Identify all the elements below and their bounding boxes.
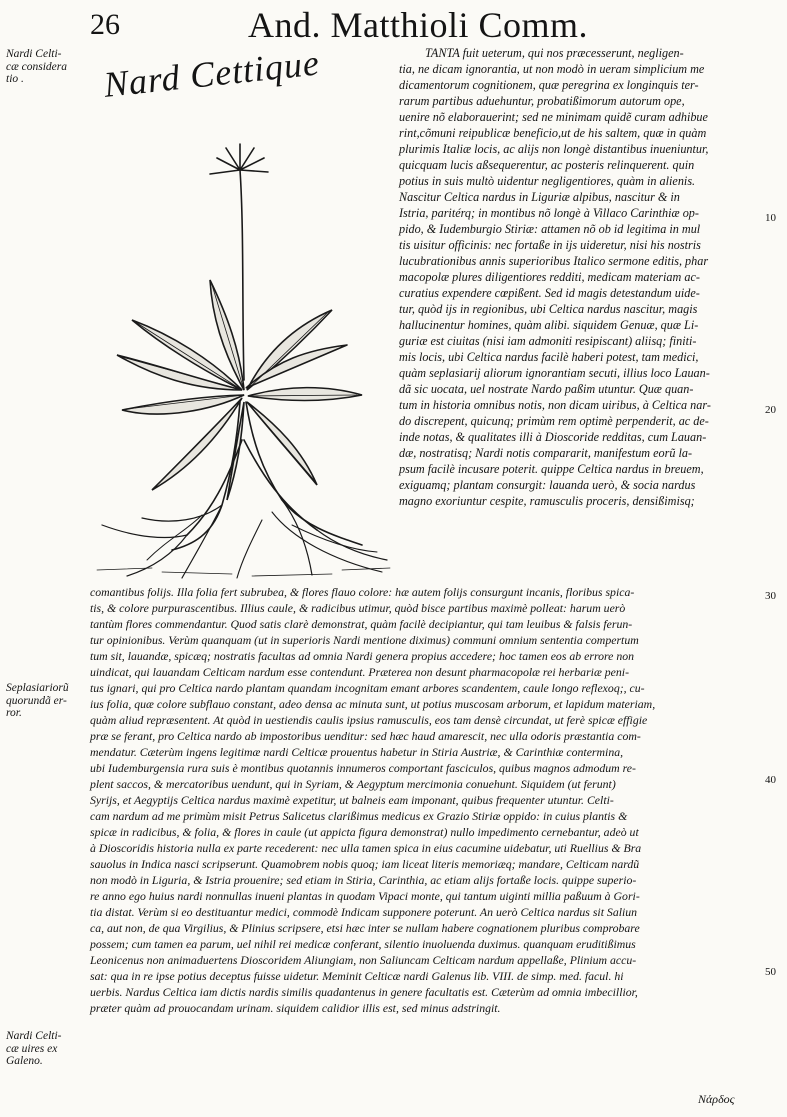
text-line: tus ignari, qui pro Celtica nardo plantam quandam incognitam emant arbores scandentem, caule longo reflexoq;, cu- — [90, 681, 645, 695]
text-line: lucubrationibus annis superioribus Italico sermone editis, phar — [399, 254, 709, 268]
text-line: mendatur. Cæterùm ingens legitimæ nardi Celticæ prouentus habetur in Stiria Austriæ, & Carinthiæ contermina, — [90, 745, 624, 759]
catchword: Νάρδος — [698, 1092, 735, 1106]
text-line: non modò in Liguria, & Istria prouenire; sed etiam in Stiria, Carinthia, ac etiam alijs fortaße locis. quippe superio- — [90, 873, 637, 887]
running-head: And. Matthioli Comm. — [248, 5, 589, 45]
text-line: Istria, paritérq; in montibus nõ longè à Villaco Carinthiæ op- — [399, 206, 699, 220]
handwritten-inscription: Nard Cettique — [101, 42, 322, 105]
text-line: præter quàm ad prouocandam urinam. siquidem calidior illis est, sed minus adstringit. — [90, 1001, 501, 1015]
text-line: tantùm flores commendantur. Quod satis clarè demonstrat, quàm facilè decipiantur, qui tam leuibus & falsis ferun- — [90, 617, 633, 631]
text-line: sat: qua in re ipse potius deceptus fuisse uidetur. Meminit Celticæ nardi Galenus lib. VIII. de simp. med. facul. hi — [90, 969, 624, 983]
nard-plant-woodcut — [92, 140, 392, 580]
text-line: dæ, nostratisq; Nardi notis compararit, manifestum eorũ la- — [399, 446, 693, 460]
text-line: ius folia, quæ colore subflauo constant, adeo densa ac minuta sunt, ut potius muscosam arborum, et lapidum materiam, — [90, 697, 656, 711]
text-line: TANTA fuit ueterum, qui nos præcesserunt, negligen- — [425, 46, 684, 60]
text-line: dicamentorum cognitionem, quæ peregrina ex longinquis ter- — [399, 78, 699, 92]
text-line: potius in suis multò uidentur negligentiores, quàm in alienis. — [399, 174, 696, 188]
text-line: tum in historia omnibus notis, non dicam uiribus, à Celtica nar- — [399, 398, 711, 412]
text-line: mis locis, ubi Celtica nardus facilè haberi potest, tam medici, — [399, 350, 699, 364]
line-number-20: 20 — [765, 404, 776, 416]
text-line: Nascitur Celtica nardus in Liguriæ alpibus, nascitur & in — [399, 190, 680, 204]
text-line: plent saccos, & mercatoribus uendunt, qui in Syriam, & Aegyptum mercimonia conuehunt. Siquidem (ut ferunt) — [90, 777, 616, 791]
text-line: præ se ferant, pro Celtica nardo ab impostoribus uenditur: sed hæc haud amarescit, nec ulla odoris præstantia com- — [90, 729, 641, 743]
line-number-40: 40 — [765, 774, 776, 786]
text-line: rarum partibus aduehuntur, probatißimorum autorum ope, — [399, 94, 685, 108]
text-line: exiguamq; plantam consurgit: lauanda uerò, & socia nardus — [399, 478, 696, 492]
text-line: tur, quòd ijs in regionibus, ubi Celtica nardus nascitur, magis — [399, 302, 698, 316]
text-line: uindicat, qui lauandam Celticam nardum esse contendunt. Præterea non desunt pharmacopolæ rei herbariæ peni- — [90, 665, 629, 679]
sidenote-1: Nardi Celti- cæ considera tio . — [6, 48, 68, 85]
text-line: tis uisitur officinis: nec fortaße in ijs uideretur, nisi his nostris — [399, 238, 701, 252]
line-number-30: 30 — [765, 590, 776, 602]
sidenote-3: Nardi Celti- cæ uires ex Galeno. — [6, 1030, 62, 1067]
text-line: re anno ego huius nardi nonnullas inueni plantas in quodam Vipaci monte, qui tantum uiginti millia paßuum à Gori- — [90, 889, 640, 903]
text-line: tia distat. Verùm si eo destituantur medici, commodè Indicam supponere poterunt. An uerò Celtica nardus sit Saliun — [90, 905, 638, 919]
text-line: do discrepent, quicunq; primùm rem optimè perpenderit, ac de- — [399, 414, 709, 428]
text-line: Leonicenus non animaduertens Dioscoridem Aliungiam, non Saliuncam Celticam nardum appellaße, Plinium accu- — [90, 953, 637, 967]
text-line: uerbis. Nardus Celtica iam dictis nardis similis quadantenus in genere facultatis est. Cæterùm ad omnia imbecillior, — [90, 985, 638, 999]
text-line: quicquam lucis aßsequerentur, ac posteris relinquerent. quin — [399, 158, 695, 172]
text-line: comantibus folijs. Illa folia fert subrubea, & flores flauo colore: hæ autem folijs consurgunt incanis, floribus spica- — [90, 585, 635, 599]
text-line: hallucinentur homines, quàm alibi. siquidem Genuæ, quæ Li- — [399, 318, 699, 332]
text-line: ubi Iudemburgensia rura suis è montibus quotannis innumeros comportant fasciculos, quibus magnos admodum re- — [90, 761, 636, 775]
text-line: quàm seplasiarij aliorum ignorantiam secuti, illius loco Lauan- — [399, 366, 710, 380]
text-line: plurimis Italiæ locis, ac alijs non longè distantibus inueniuntur, — [399, 142, 709, 156]
text-line: cam nardum ad me primùm misit Petrus Salicetus clarißimus medicus ex Grazio Stiriæ oppido: in cuius plantis & — [90, 809, 628, 823]
text-line: pido, & Iudemburgio Stiriæ: attamen nõ ob id legitima in mul — [399, 222, 701, 236]
text-line: rint,cõmuni reipublicæ beneficio,ut de his saltem, quæ in quàm — [399, 126, 707, 140]
text-line: guriæ est ciuitas (nisi iam admoniti resipiscant) aliisq; finiti- — [399, 334, 697, 348]
text-line: spicæ in radicibus, & folia, & flores in caule (ut appicta figura demonstrat) nullo impedimento cernebantur, adeò ut — [90, 825, 639, 839]
text-line: tia, ne dicam ignorantia, ut non modò in ueram simplicium me — [399, 62, 705, 76]
text-line: quàm aliud repræsentent. At quòd in uestiendis caulis ipsius ramusculis, eos tam densè circundat, ut ferè spicæ effigie — [90, 713, 648, 727]
text-line: psum facilè incusare poterit. quippe Celtica nardus in breuem, — [399, 462, 704, 476]
text-line: tum sit, lauandæ, spicæq; nostratis facultas ad omnia Nardi genera propius accedere; hoc tamen eos ab errore non — [90, 649, 635, 663]
page-number: 26 — [90, 8, 120, 41]
text-line: sauolus in Indica nasci scripserunt. Quamobrem nobis quoq; iam liceat literis memoriæq; mandare, Celticam nardũ — [90, 857, 640, 871]
text-line: uenire nõ elaborauerint; sed ne minimam quidẽ curam adhibue — [399, 110, 708, 124]
text-line: à Dioscoridis historia nulla ex parte recederent: nec ulla tamen spica in eius cacumine uidebatur, uti Ruellius & Bra — [90, 841, 642, 855]
text-line: macopolæ plures diligentiores redditi, medicam materiam ac- — [399, 270, 700, 284]
line-number-50: 50 — [765, 966, 776, 978]
sidenote-2: Seplasiariorũ quorundã er- ror. — [6, 682, 69, 719]
text-line: tis, & colore purpurascentibus. Illius caule, & radicibus utimur, quòd bisce partibus maximè polleat: harum uerò — [90, 601, 626, 615]
line-number-10: 10 — [765, 212, 776, 224]
text-line: possem; cum tamen ea parum, uel nihil rei medicæ conferant, silentio inuoluenda duximus. quanquam eruditißimus — [90, 937, 636, 951]
text-line: magno exoriuntur cespite, ramusculis proceris, densißimisq; — [399, 494, 695, 508]
text-line: inde notas, & qualitates illi à Dioscoride redditas, cum Lauan- — [399, 430, 707, 444]
text-line: curatius expendere cœpißent. Sed id magis detestandum uide- — [399, 286, 700, 300]
text-line: ca, aut non, de qua Virgilius, & Plinius scripsere, etsi hæc inter se nullam habere cognationem pluribus comprobare — [90, 921, 640, 935]
text-line: dã sic uocata, uel nostrate Nardo paßim utuntur. Quæ quan- — [399, 382, 694, 396]
text-line: tur opinionibus. Verùm quanquam (ut in superioris Nardi mentione diximus) communi omnium sententia compertum — [90, 633, 639, 647]
text-line: Syrijs, et Aegyptijs Celtica nardus maximè expetitur, ut balneis eam imponant, quibus frequenter utuntur. Celti- — [90, 793, 614, 807]
